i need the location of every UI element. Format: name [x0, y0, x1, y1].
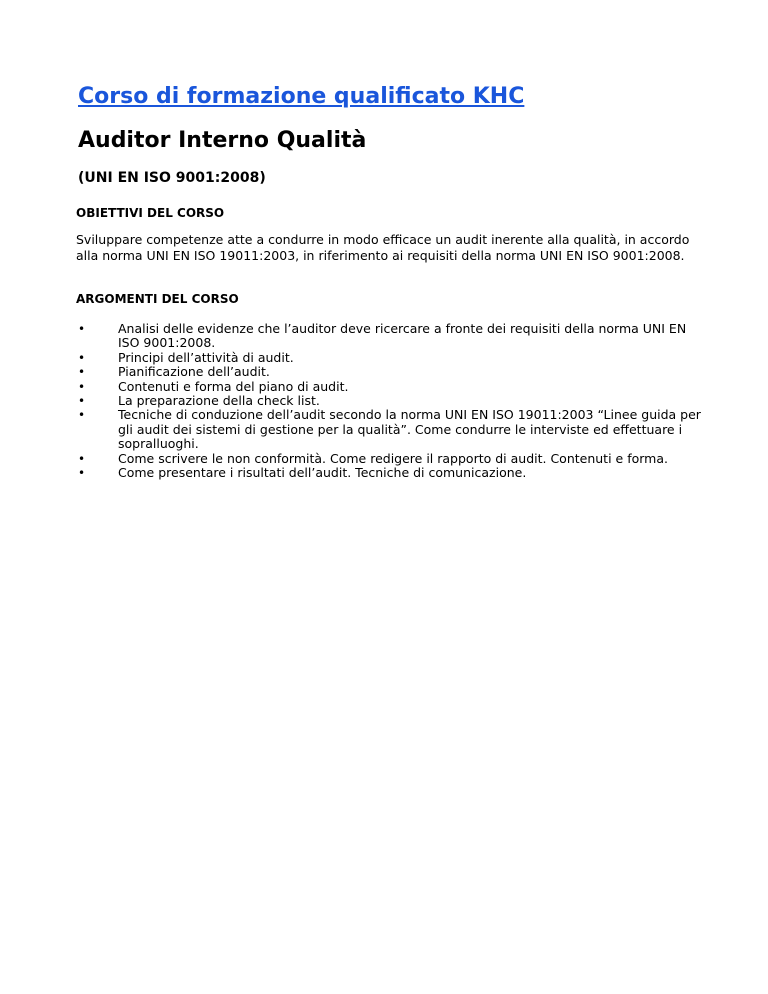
objectives-heading: OBIETTIVI DEL CORSO: [76, 206, 225, 220]
list-item: • Come scrivere le non conformità. Come redigere il rapporto di audit. Contenuti e forma.: [76, 452, 706, 466]
list-item: • Pianificazione dell’audit.: [76, 365, 706, 379]
course-title-link[interactable]: Corso di formazione qualificato KHC: [78, 84, 525, 109]
list-item: • Tecniche di conduzione dell’audit secondo la norma UNI EN ISO 19011:2003 “Linee guida per gli audit dei sistemi di gestione per la qualità”. Come condurre le interviste ed effettuare i sopralluoghi.: [76, 408, 706, 451]
page-title: Auditor Interno Qualità: [78, 128, 367, 153]
topics-list: [76, 322, 706, 480]
topics-heading: ARGOMENTI DEL CORSO: [76, 292, 239, 306]
list-item: • Principi dell’attività di audit.: [76, 351, 706, 365]
objectives-text: Sviluppare competenze atte a condurre in modo efficace un audit inerente alla qualità, in accordo alla norma UNI EN ISO 19011:2003, in riferimento ai requisiti della norma UNI EN ISO 9001:2008.: [76, 232, 690, 263]
list-item: • Contenuti e forma del piano di audit.: [76, 380, 706, 394]
list-item: • La preparazione della check list.: [76, 394, 706, 408]
standard-subtitle: (UNI EN ISO 9001:2008): [78, 170, 266, 186]
list-item: • Come presentare i risultati dell’audit. Tecniche di comunicazione.: [76, 466, 706, 480]
list-item: • Analisi delle evidenze che l’auditor deve ricercare a fronte dei requisiti della norma UNI EN ISO 9001:2008.: [76, 322, 706, 351]
